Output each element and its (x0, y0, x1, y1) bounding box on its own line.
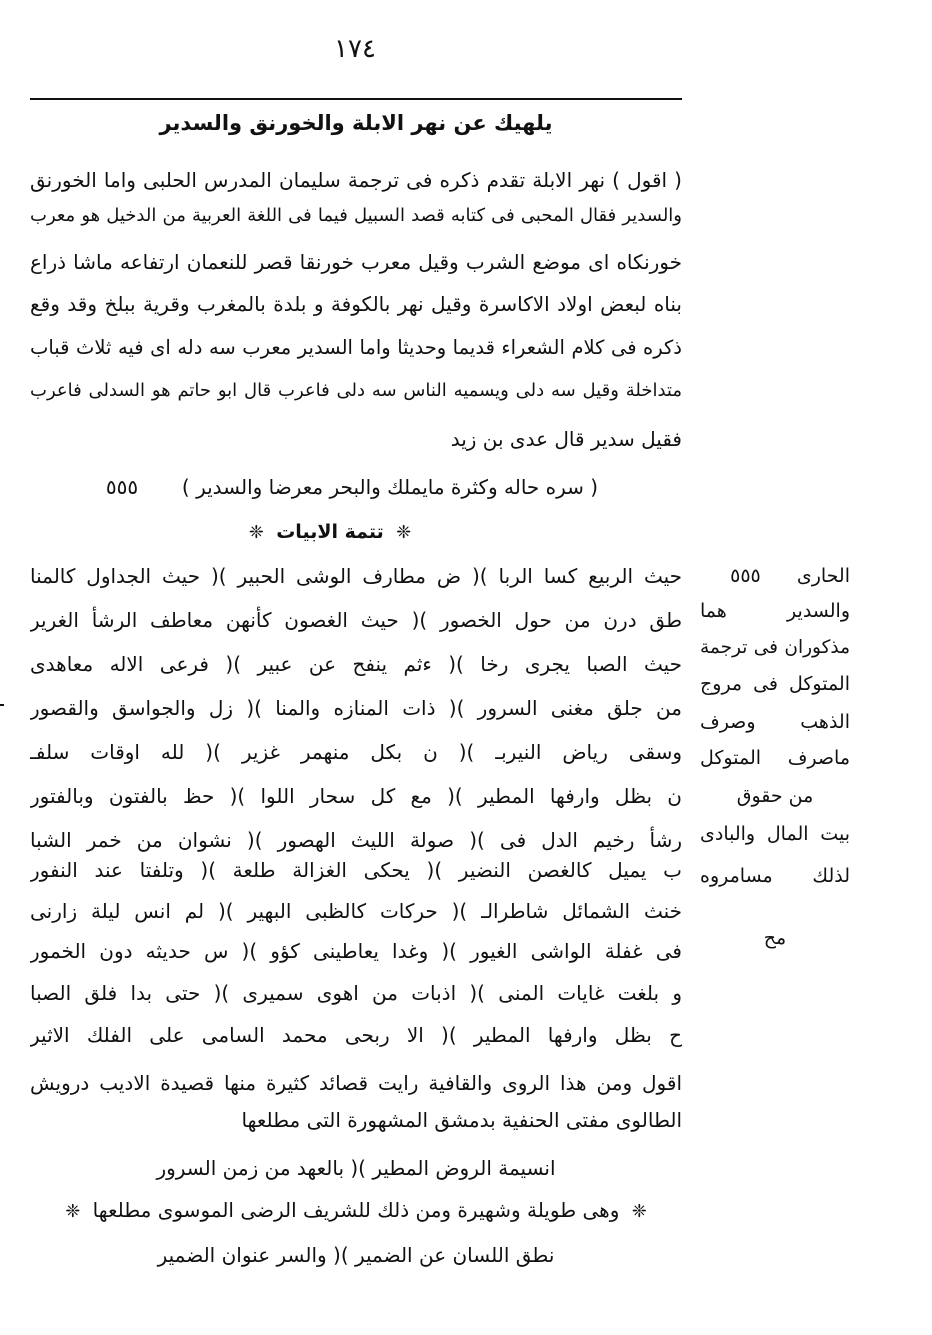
header-rule (30, 98, 682, 100)
poem-line: حيث الصبا يجرى رخا )( ءثم ينفح عن عبير )( فرعى الاله معاهدى (30, 652, 682, 676)
closing-verse: انسيمة الروض المطير )( بالعهد من زمن السرور (156, 1156, 556, 1180)
poem-line: ن بظل وارفها المطير )( مع كل سحار اللوا )( حظ بالفتون وبالفتور (30, 784, 682, 808)
margin-note-line: مذكوران فى ترجمة (700, 637, 850, 658)
intro-line: متداخلة وقيل سه دلى ويسميه الناس سه دلى فاعرب قال ابو حاتم هو السدلى فاعرب (30, 380, 682, 401)
poem-line: و بلغت غايات المنى )( اذبات من اهوى سميرى )( حتى بدا فلق الصبا (30, 981, 682, 1005)
ornament-icon: ❈ (631, 1201, 647, 1222)
intro-line: فقيل سدير قال عدى بن زيد (450, 427, 682, 451)
poem-line: فى غفلة الواشى الغيور )( وغدا يعاطينى كؤو )( س حديثه دون الخمور (30, 939, 682, 963)
margin-note-line: الذهب وصرف (700, 711, 850, 733)
page-number: ١٧٤ (334, 34, 376, 64)
margin-note-line: بيت المال والبادى (700, 823, 850, 845)
section-title: تتمة الابيات (276, 521, 384, 543)
margin-signature: مح (763, 927, 787, 949)
final-note-row (30, 1195, 682, 1225)
margin-note-line: المتوكل فى مروج (700, 673, 850, 695)
poem-line: من جلق مغنى السرور )( ذات المنازه والمنا )( زل والجواسق والقصور (30, 696, 682, 720)
margin-tick (0, 704, 4, 706)
poem-line: وسقى رياض النيربـ )( ن بكل منهمر غزير )( لله اوقات سلفـ (30, 740, 682, 764)
running-heading: يلهيك عن نهر الابلة والخورنق والسدير (159, 111, 553, 135)
intro-line: والسدير فقال المحبى فى كتابه قصد السبيل فيما فى اللغة العربية من الدخيل هو معرب (30, 205, 682, 226)
intro-line: ذكره فى كلام الشعراء قديما وحديثا واما السدير معرب سه دله اى فيه ثلاث قباب (30, 336, 682, 359)
closing-line: الطالوى مفتى الحنفية بدمشق المشهورة التى مطلعها (241, 1108, 682, 1132)
margin-note-line: ماصرف المتوكل (700, 747, 850, 769)
ornament-icon: ❈ (65, 1201, 81, 1222)
ornament-icon: ❈ (248, 522, 264, 543)
poem-line: خنث الشمائل شاطرالـ )( حركات كالظبى البهير )( لم انس ليلة زارنى (30, 899, 682, 923)
ornament-icon: ❈ (396, 522, 412, 543)
margin-note-line: من حقوق (736, 785, 814, 807)
poem-line: حيث الربيع كسا الربا )( ض مطارف الوشى الحبير )( حيث الجداول كالمنا (30, 564, 682, 588)
margin-note-line: والسدير هما (700, 600, 850, 622)
poem-line: ب يميل كالغصن النضير )( يحكى الغزالة طلعة )( وتلفتا عند النفور (30, 858, 682, 882)
intro-line: ( اقول ) نهر الابلة تقدم ذكره فى ترجمة سليمان المدرس الحلبى واما الخورنق (30, 168, 682, 192)
intro-line: بناه لبعض اولاد الاكاسرة وقيل نهر بالكوفة و بلدة بالمغرب وقرية ببلخ وقد وقع (30, 292, 682, 316)
margin-note-line: لذلك مسامروه (700, 865, 850, 887)
margin-note-line (700, 562, 850, 590)
intro-line: خورنكاه اى موضع الشرب وقيل معرب خورنقا قصر للنعمان ارتفاعه ماشا ذراع (30, 250, 682, 274)
final-note: وهى طويلة وشهيرة ومن ذلك للشريف الرضى الموسوى مطلعها (92, 1198, 620, 1222)
quoted-verse: ( سره حاله وكثرة مايملك والبحر معرضا والسدير ) (181, 475, 599, 499)
poem-line: رشأ رخيم الدل فى )( صولة الليث الهصور )( نشوان من خمر الشبا (30, 828, 682, 852)
final-verse: نطق اللسان عن الضمير )( والسر عنوان الضمير (157, 1243, 555, 1267)
closing-line: اقول ومن هذا الروى والقافية رايت قصائد كثيرة منها قصيدة الاديب درويش (30, 1071, 682, 1095)
section-title-row (180, 516, 480, 546)
poem-line: ح بظل وارفها المطير )( الا ربحى محمد السامى على الفلك الاثير (30, 1023, 682, 1047)
margin-note-word: الحارى (796, 565, 850, 587)
margin-footnote-marker: ٥٥٥ (730, 565, 761, 587)
footnote-marker: ٥٥٥ (105, 475, 139, 499)
poem-line: طق درن من حول الخصور )( حيث الغصون كأنهن معاطف الرشأ الغرير (30, 608, 682, 632)
